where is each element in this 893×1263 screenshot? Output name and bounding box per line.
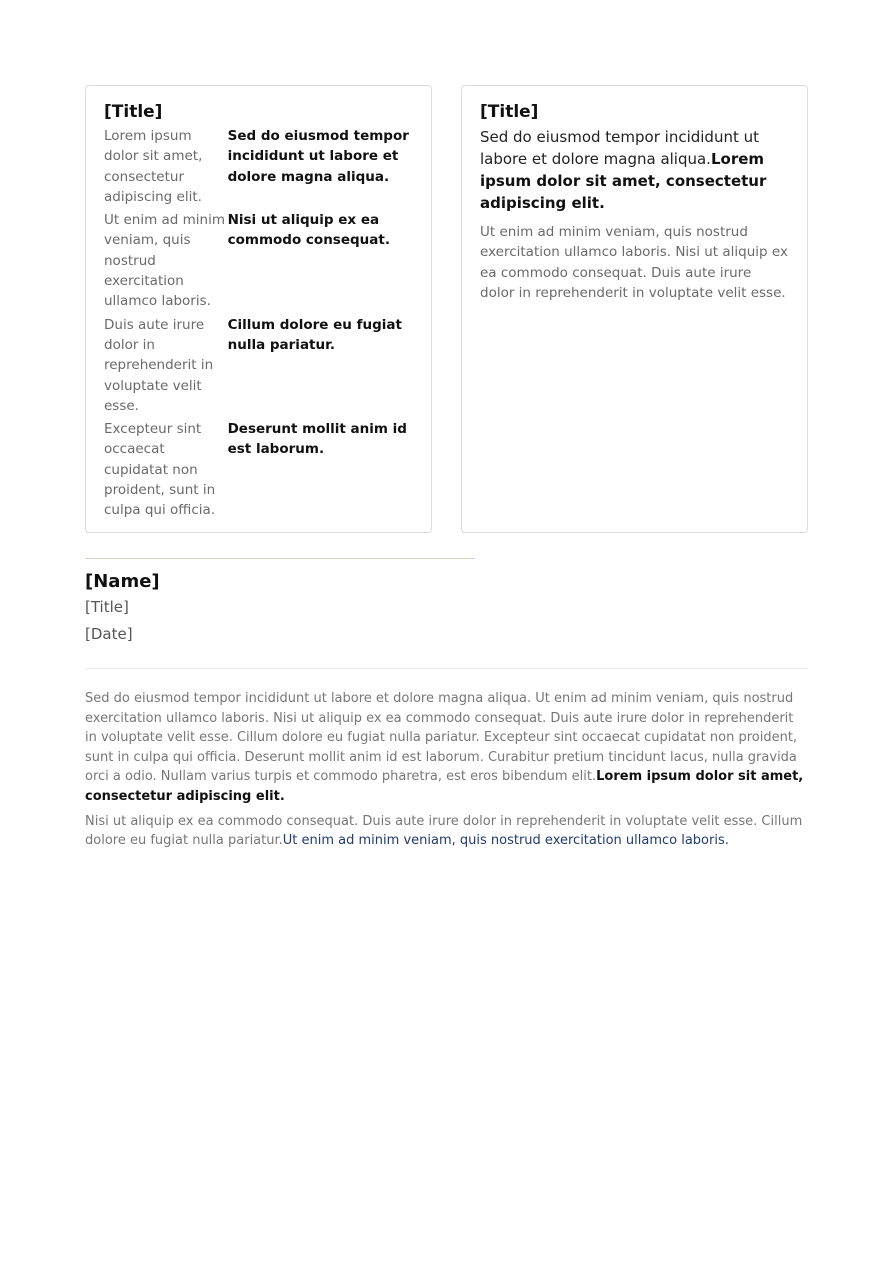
row-description: Excepteur sint occaecat cupidatat non proident, sunt in culpa qui officia. — [104, 421, 216, 519]
right-card-title: [Title] — [480, 102, 539, 122]
row-description: Ut enim ad minim veniam, quis nostrud exercitation ullamco laboris. — [104, 212, 226, 310]
signature-name: [Name] — [85, 571, 160, 592]
footer-bold-text: Lorem ipsum dolor sit amet, consectetur adipiscing elit. — [85, 769, 804, 804]
left-card-row — [104, 315, 413, 416]
intro-text: Sed do eiusmod tempor incididunt ut labore et dolore magna aliqua. — [480, 128, 760, 168]
left-card-row — [104, 126, 413, 207]
row-description: Lorem ipsum dolor sit amet, consectetur adipiscing elit. — [104, 128, 203, 205]
left-card-row — [104, 210, 413, 311]
intro-bold-text: Lorem ipsum dolor sit amet, consectetur adipiscing elit. — [480, 150, 767, 212]
row-highlight: Sed do eiusmod tempor incididunt ut labore et dolore magna aliqua. — [227, 128, 409, 185]
row-description: Duis aute irure dolor in reprehenderit in voluptate velit esse. — [104, 316, 214, 414]
row-highlight: Cillum dolore eu fugiat nulla pariatur. — [227, 316, 402, 353]
right-card — [461, 85, 808, 533]
signature-date: [Date] — [85, 625, 133, 643]
footer-text: Sed do eiusmod tempor incididunt ut labore et dolore magna aliqua. Ut enim ad minim veniam, quis nostrud exercitation ullamco laboris. Nisi ut aliquip ex ea commodo consequat. Duis aute irure dolor in reprehenderit in voluptate velit esse. Cillum dolore eu fugiat nulla pariatur. Excepteur sint occaecat cupidatat non proident, sunt in culpa qui officia. Deserunt mollit anim id est laborum. Curabitur pretium tincidunt lacus, nulla gravida orci a odio. Nullam varius turpis et commodo pharetra, est eros bibendum elit. — [85, 691, 798, 785]
row-highlight: Deserunt mollit anim id est laborum. — [227, 421, 407, 458]
footer-paragraph — [85, 689, 808, 807]
footer-divider — [85, 668, 808, 669]
footer-paragraph — [85, 812, 808, 851]
signature-title: [Title] — [85, 598, 129, 616]
footer — [85, 689, 808, 856]
row-highlight: Nisi ut aliquip ex ea commodo consequat. — [227, 212, 390, 249]
footer-link[interactable]: Ut enim ad minim veniam, quis nostrud exercitation ullamco laboris. — [282, 833, 729, 849]
right-card-body: Ut enim ad minim veniam, quis nostrud exercitation ullamco laboris. Nisi ut aliquip ex ea commodo consequat. Duis aute irure dolor in reprehenderit in voluptate velit esse. — [480, 224, 788, 301]
right-card-intro — [480, 126, 789, 214]
left-card-title: [Title] — [104, 102, 163, 122]
footer-text: Nisi ut aliquip ex ea commodo consequat. Duis aute irure dolor in reprehenderit in voluptate velit esse. Cillum dolore eu fugiat nulla pariatur. — [85, 813, 803, 849]
left-card-row — [104, 419, 413, 520]
left-card — [85, 85, 432, 533]
signature-divider — [85, 558, 475, 559]
